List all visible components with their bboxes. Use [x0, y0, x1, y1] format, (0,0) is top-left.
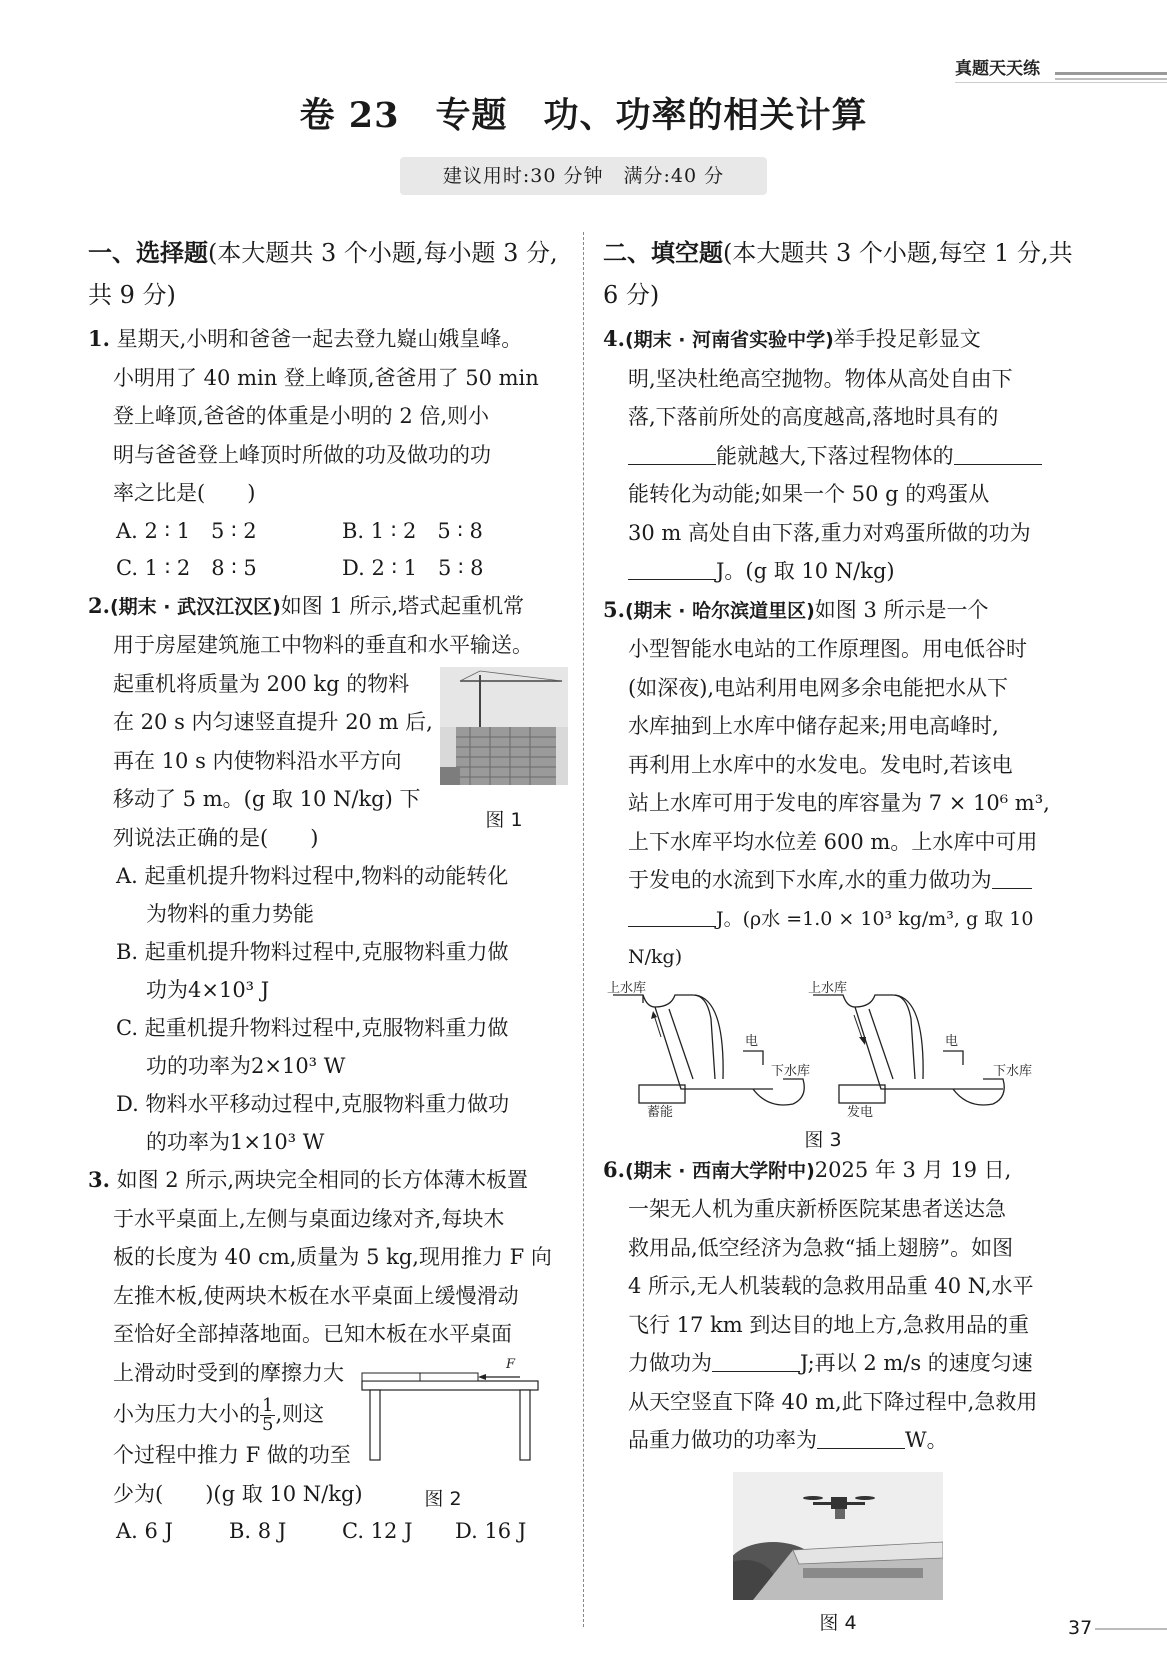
option-b[interactable]: B. 1 ∶ 2 5 ∶ 8 [342, 518, 483, 543]
question-text: 少为( )(g 取 10 N/kg) [113, 1481, 363, 1506]
option-text: 功为4×10³ J [146, 978, 270, 1002]
question-text: 举手投足彰显文 [833, 327, 981, 351]
question-text: 小明用了 40 min 登上峰顶,爸爸用了 50 min [113, 365, 539, 390]
question-text: 一架无人机为重庆新桥医院某患者送达急 [628, 1197, 1006, 1221]
question-text: 板的长度为 40 cm,质量为 5 kg,现用推力 F 向 [113, 1245, 552, 1269]
table-boards-diagram [360, 1355, 556, 1465]
answer-blank[interactable] [712, 1349, 800, 1372]
option-b[interactable]: B. 8 J [229, 1519, 287, 1543]
question-text: 能转化为动能;如果一个 50 g 的鸡蛋从 [628, 482, 990, 506]
option-a[interactable]: A. 6 J [116, 1519, 173, 1543]
figure-caption: 图 1 [485, 809, 523, 831]
section-desc: (本大题共 3 个小题,每空 1 分,共 6 分) [603, 239, 1073, 309]
question-text: 左推木板,使两块木板在水平桌面上缓慢滑动 [113, 1283, 519, 1308]
section-heading [603, 232, 1085, 316]
header-rule [955, 82, 1167, 83]
question-text [603, 552, 1085, 591]
header-tag: 真题天天练 [955, 59, 1040, 79]
question-text: 2025 年 3 月 19 日, [814, 1157, 1012, 1182]
answer-blank[interactable] [817, 1426, 905, 1449]
figure-4 [733, 1472, 943, 1635]
question-text: 站上水库可用于发电的库容量为 7 × 10⁶ m³, [628, 791, 1050, 815]
question-source: (期末 · 哈尔滨道里区) [624, 599, 815, 622]
hydro-station-diagram [603, 979, 1085, 1119]
figure-caption: 图 4 [819, 1611, 857, 1634]
option-d[interactable] [88, 1085, 568, 1161]
question-text: 如图 2 所示,两块完全相同的长方体薄木板置 [116, 1168, 529, 1192]
answer-blank[interactable] [992, 866, 1032, 889]
time-note: 建议用时:30 分钟 满分:40 分 [400, 157, 767, 195]
options-row [88, 550, 568, 587]
text: W。 [905, 1428, 948, 1452]
options-row [88, 513, 568, 550]
question-text: 于水平桌面上,左侧与桌面边缘对齐,每块木 [113, 1206, 505, 1231]
question-text [603, 1421, 1085, 1460]
question-text: 明与爸爸登上峰顶时所做的功及做功的功 [113, 442, 491, 467]
drone-photo [733, 1472, 943, 1600]
section-title: 二、填空题 [603, 238, 723, 267]
question-text: 上下水库平均水位差 600 m。上水库中可用 [628, 829, 1038, 854]
question-text: 30 m 高处自由下落,重力对鸡蛋所做的功为 [628, 520, 1031, 545]
option-b[interactable] [88, 933, 568, 1009]
text: ,则这 [275, 1402, 325, 1426]
question-4 [603, 320, 1085, 591]
question-5 [603, 591, 1085, 977]
question-text: 个过程中推力 F 做的功至 [113, 1443, 351, 1467]
section-title: 一、选择题 [88, 238, 208, 267]
header-rule [1055, 72, 1167, 75]
option-text: 功的功率为2×10³ W [146, 1054, 346, 1078]
question-text [603, 900, 1085, 977]
option-text: 为物料的重力势能 [146, 902, 314, 926]
figure-2 [360, 1355, 556, 1510]
question-number: 5. [603, 596, 625, 622]
question-text: 从天空竖直下降 40 m,此下降过程中,急救用 [628, 1389, 1038, 1414]
question-text: 移动了 5 m。(g 取 10 N/kg) 下 [113, 787, 421, 811]
question-text: 上滑动时受到的摩擦力大 [113, 1360, 344, 1385]
question-number: 2. [88, 592, 110, 618]
label-electricity: 电 [945, 1032, 959, 1048]
text: 力做功为 [628, 1351, 712, 1375]
option-d[interactable]: D. 2 ∶ 1 5 ∶ 8 [342, 555, 484, 580]
text: J。(g 取 10 N/kg) [716, 559, 895, 583]
text: J;再以 2 m/s 的速度匀速 [800, 1351, 1033, 1375]
question-text: 再利用上水库中的水发电。发电时,若该电 [628, 752, 1013, 777]
question-text: 列说法正确的是( ) [113, 825, 319, 850]
question-text: 登上峰顶,爸爸的体重是小明的 2 倍,则小 [113, 404, 490, 428]
fraction-denominator: 5 [262, 1414, 274, 1435]
question-text: 落,下落前所处的高度越高,落地时具有的 [628, 405, 999, 429]
question-source: (期末 · 武汉江汉区) [109, 595, 281, 618]
fraction [260, 1397, 275, 1434]
crane-photo [440, 667, 568, 785]
label-generation: 发电 [847, 1103, 874, 1119]
answer-blank[interactable] [628, 557, 716, 580]
force-label: F [506, 1357, 516, 1372]
options-row [88, 1513, 568, 1550]
option-text: D. 物料水平移动过程中,克服物料重力做功 [116, 1092, 510, 1116]
option-c[interactable]: C. 12 J [342, 1519, 413, 1543]
text: 于发电的水流到下水库,水的重力做功为 [628, 868, 992, 892]
answer-blank[interactable] [954, 442, 1042, 465]
question-text: 如图 3 所示是一个 [814, 597, 989, 622]
figure-caption: 图 2 [424, 1487, 462, 1510]
question-text [603, 437, 1085, 476]
page-number: 37 [1068, 1617, 1093, 1639]
answer-blank[interactable] [628, 442, 716, 465]
question-number: 1. [88, 326, 110, 351]
question-text [603, 861, 1085, 900]
option-c[interactable] [88, 1009, 568, 1085]
question-number: 6. [603, 1156, 625, 1182]
label-upper-reservoir: 上水库 [808, 979, 848, 995]
left-column [88, 232, 568, 1550]
question-text: 起重机将质量为 200 kg 的物料 [113, 671, 410, 696]
question-1 [88, 320, 568, 513]
label-electricity: 电 [745, 1032, 759, 1048]
question-text: 如图 1 所示,塔式起重机常 [280, 593, 525, 618]
question-source: (期末 · 西南大学附中) [624, 1159, 815, 1182]
label-upper-reservoir: 上水库 [607, 979, 647, 995]
question-text: 明,坚决杜绝高空抛物。物体从高处自由下 [628, 366, 1013, 391]
question-text: 星期天,小明和爸爸一起去登九嶷山娥皇峰。 [116, 327, 523, 351]
figure-1 [440, 667, 568, 831]
column-divider [583, 232, 584, 1627]
option-d[interactable]: D. 16 J [455, 1519, 527, 1543]
option-a[interactable]: A. 2 ∶ 1 5 ∶ 2 [116, 518, 257, 543]
question-text: 再在 10 s 内使物料沿水平方向 [113, 748, 402, 773]
question-text: 至恰好全部掉落地面。已知木板在水平桌面 [113, 1322, 512, 1346]
question-text: 飞行 17 km 到达目的地上方,急救用品的重 [628, 1312, 1030, 1337]
page-title: 卷 23 专题 功、功率的相关计算 [299, 95, 868, 136]
question-text: (如深夜),电站利用电网多余电能把水从下 [628, 675, 1009, 700]
label-lower-reservoir: 下水库 [993, 1062, 1033, 1078]
question-text: 小型智能水电站的工作原理图。用电低谷时 [628, 637, 1027, 661]
text: J。(ρ水 =1.0 × 10³ kg/m³, g 取 10 N/kg) [628, 907, 1034, 968]
question-text: 在 20 s 内匀速竖直提升 20 m 后, [113, 710, 433, 734]
question-text: 救用品,低空经济为急救“插上翅膀”。如图 [628, 1235, 1014, 1260]
answer-blank[interactable] [628, 904, 716, 927]
section-heading [88, 232, 568, 316]
text: 品重力做功的功率为 [628, 1428, 817, 1452]
fraction-numerator: 1 [262, 1395, 274, 1416]
question-3 [88, 1161, 568, 1513]
header-rule [1055, 78, 1167, 80]
section-desc: (本大题共 3 个小题,每小题 3 分,共 9 分) [88, 239, 558, 309]
question-6 [603, 1151, 1085, 1460]
option-text: 的功率为1×10³ W [146, 1130, 325, 1154]
right-column [603, 232, 1085, 1635]
text: 小为压力大小的 [113, 1402, 260, 1426]
question-text: 水库抽到上水库中储存起来;用电高峰时, [628, 714, 999, 738]
figure-caption: 图 3 [804, 1128, 842, 1151]
option-text: C. 起重机提升物料过程中,克服物料重力做 [116, 1016, 509, 1040]
option-a[interactable] [88, 857, 568, 933]
option-c[interactable]: C. 1 ∶ 2 8 ∶ 5 [116, 555, 257, 580]
question-number: 3. [88, 1167, 110, 1192]
figure-3 [603, 979, 1085, 1151]
question-text: 用于房屋建筑施工中物料的垂直和水平输送。 [113, 633, 533, 657]
question-source: (期末 · 河南省实验中学) [624, 329, 834, 351]
option-text: B. 起重机提升物料过程中,克服物料重力做 [116, 940, 509, 964]
option-text: A. 起重机提升物料过程中,物料的动能转化 [116, 864, 509, 888]
text: 能就越大,下落过程物体的 [716, 443, 954, 468]
footer-rule [1095, 1628, 1167, 1630]
question-number: 4. [603, 326, 625, 351]
question-text [603, 1344, 1085, 1383]
question-text: 率之比是( ) [113, 481, 256, 505]
question-text: 4 所示,无人机装载的急救用品重 40 N,水平 [628, 1274, 1034, 1298]
question-2 [88, 587, 568, 858]
label-lower-reservoir: 下水库 [771, 1062, 811, 1078]
label-storage: 蓄能 [647, 1103, 674, 1119]
